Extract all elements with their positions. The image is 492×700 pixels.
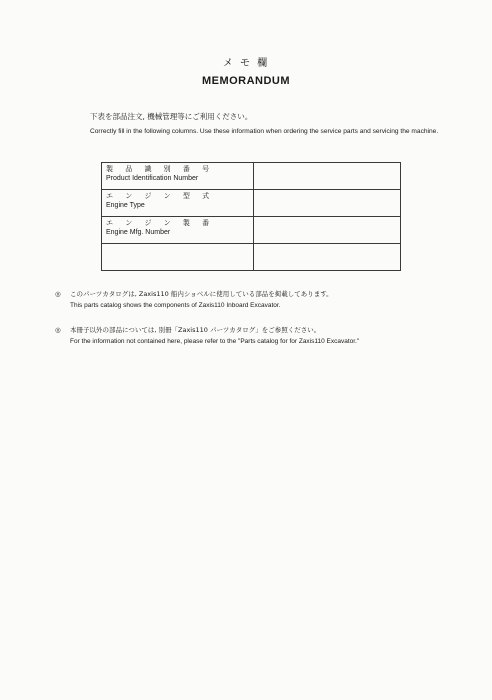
note-text-jp: 本冊子以外の部品については, 別冊「Zaxis110 パーツカタログ」をご参照ください。: [70, 326, 321, 334]
intro-text-en: Correctly fill in the following columns. Use these information when ordering the service parts and servicing the machine.: [90, 128, 439, 135]
label-en: Engine Type: [106, 202, 145, 209]
label-cell: [102, 190, 254, 217]
value-field[interactable]: [254, 217, 401, 244]
note-text-jp: このパーツカタログは, Zaxis110 船内ショベルに使用している部品を掲載してあります。: [70, 290, 333, 298]
double-circle-icon: ◎: [55, 326, 61, 334]
memo-title-en: MEMORANDUM: [201, 75, 291, 87]
label-cell: [102, 217, 254, 244]
double-circle-icon: ◎: [55, 290, 61, 298]
table-row: [102, 217, 401, 244]
table-row: [102, 244, 401, 271]
note-item: [55, 324, 359, 348]
note-item: [55, 288, 333, 312]
value-field[interactable]: [254, 244, 401, 271]
memo-title-jp: メ モ 欄: [222, 58, 270, 69]
label-jp: エ ン ジ ン 製 番: [106, 219, 215, 227]
label-jp: 製 品 識 別 番 号: [106, 165, 215, 173]
label-jp: エ ン ジ ン 型 式: [106, 192, 215, 200]
label-cell: [102, 163, 254, 190]
note-text-en: This parts catalog shows the components of Zaxis110 Inboard Excavator.: [70, 302, 281, 309]
value-field[interactable]: [254, 190, 401, 217]
intro-text-jp: 下表を部品注文, 機械管理等にご利用ください。: [90, 112, 253, 121]
value-field[interactable]: [254, 163, 401, 190]
identification-table: [101, 162, 401, 271]
table-row: [102, 190, 401, 217]
table-row: [102, 163, 401, 190]
label-en: Engine Mfg. Number: [106, 229, 171, 236]
note-text-en: For the information not contained here, please refer to the "Parts catalog for for Zaxis110 Excavator.": [70, 338, 360, 345]
blank-label-cell[interactable]: [102, 244, 254, 271]
label-en: Product Identification Number: [106, 175, 199, 182]
